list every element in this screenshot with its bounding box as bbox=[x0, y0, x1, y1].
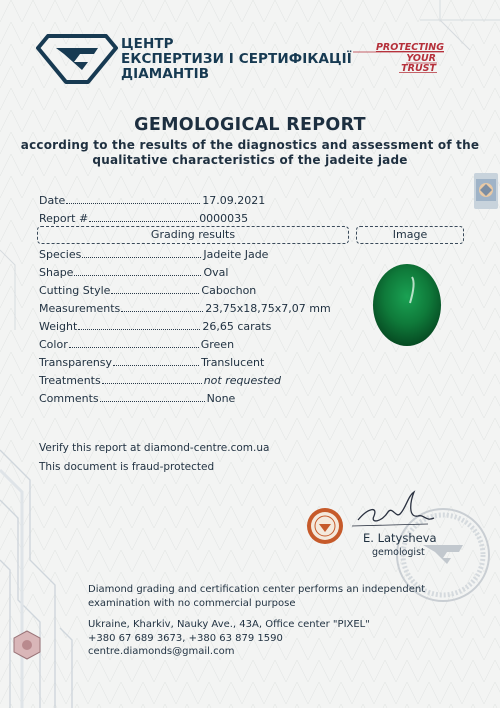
field-species bbox=[39, 245, 339, 261]
center-name-line2: ЕКСПЕРТИЗИ І СЕРТИФІКАЦІЇ bbox=[121, 51, 352, 67]
footer-phones: +380 67 689 3673, +380 63 879 1590 bbox=[88, 632, 283, 644]
field-label: Shape bbox=[39, 266, 74, 279]
corner-badge-icon bbox=[13, 630, 41, 660]
field-label: Date bbox=[39, 194, 66, 207]
field-measurements bbox=[39, 299, 339, 315]
footer-address: Ukraine, Kharkiv, Nauky Ave., 43A, Office center "PIXEL" bbox=[88, 619, 370, 630]
field-label: Measurements bbox=[39, 302, 121, 315]
field-label: Cutting Style bbox=[39, 284, 111, 297]
signer-role: gemologist bbox=[372, 547, 425, 558]
slogan-line1: PROTECTING bbox=[375, 42, 444, 53]
footer-line: examination with no commercial purpose bbox=[88, 597, 296, 609]
gem-image bbox=[372, 263, 442, 347]
signature bbox=[348, 488, 438, 532]
footer-email: centre.diamonds@gmail.com bbox=[88, 646, 235, 657]
field-value: Oval bbox=[203, 266, 229, 279]
footer bbox=[88, 583, 458, 659]
center-name-line3: ДІАМАНТІВ bbox=[121, 66, 210, 82]
field-label: Transparensy bbox=[39, 356, 113, 369]
footer-line: Diamond grading and certification center performs an independent bbox=[88, 584, 426, 595]
field-weight bbox=[39, 317, 339, 333]
subtitle-line1: according to the results of the diagnostics and assessment of the bbox=[20, 138, 480, 152]
field-value: Translucent bbox=[201, 356, 265, 369]
field-label: Report # bbox=[39, 212, 89, 225]
field-value: Cabochon bbox=[201, 284, 257, 297]
slogan-line2: YOUR bbox=[406, 53, 436, 64]
field-value: 0000035 bbox=[199, 212, 249, 225]
field-label: Species bbox=[39, 248, 82, 261]
grading-results-header: Grading results bbox=[37, 226, 349, 244]
field-value: 26,65 carats bbox=[202, 320, 272, 333]
verify-prefix: Verify this report at bbox=[39, 442, 144, 454]
verify-line bbox=[39, 442, 269, 454]
field-comments bbox=[39, 389, 339, 405]
field-report-number bbox=[39, 209, 339, 225]
report-title: GEMOLOGICAL REPORT bbox=[134, 115, 366, 135]
slogan bbox=[351, 41, 446, 73]
field-label: Treatments bbox=[39, 374, 101, 387]
fraud-notice: This document is fraud-protected bbox=[39, 461, 215, 473]
field-treatments bbox=[39, 371, 339, 387]
slogan-line3: TRUST bbox=[401, 63, 436, 73]
field-cutting-style bbox=[39, 281, 339, 297]
field-label: Comments bbox=[39, 392, 99, 405]
field-value: 23,75x18,75x7,07 mm bbox=[205, 302, 331, 315]
field-value: not requested bbox=[203, 374, 282, 387]
hologram-sticker-icon bbox=[474, 173, 498, 209]
field-date bbox=[39, 191, 339, 207]
report-subtitle bbox=[20, 138, 480, 168]
field-shape bbox=[39, 263, 339, 279]
verify-link[interactable]: diamond-centre.com.ua bbox=[143, 442, 270, 454]
image-header: Image bbox=[356, 226, 464, 244]
center-name-line1: ЦЕНТР bbox=[121, 36, 174, 52]
center-name bbox=[121, 37, 352, 82]
signer-name: E. Latysheva bbox=[363, 531, 437, 545]
field-value: 17.09.2021 bbox=[202, 194, 266, 207]
field-transparency bbox=[39, 353, 339, 369]
field-value: Jadeite Jade bbox=[203, 248, 269, 261]
gia-seal-icon bbox=[306, 507, 344, 545]
diamond-logo-icon bbox=[36, 34, 118, 86]
field-color bbox=[39, 335, 339, 351]
field-label: Color bbox=[39, 338, 68, 351]
subtitle-line2: qualitative characteristics of the jadeite jade bbox=[92, 153, 408, 167]
field-label: Weight bbox=[39, 320, 78, 333]
field-value: Green bbox=[200, 338, 235, 351]
field-value: None bbox=[206, 392, 236, 405]
